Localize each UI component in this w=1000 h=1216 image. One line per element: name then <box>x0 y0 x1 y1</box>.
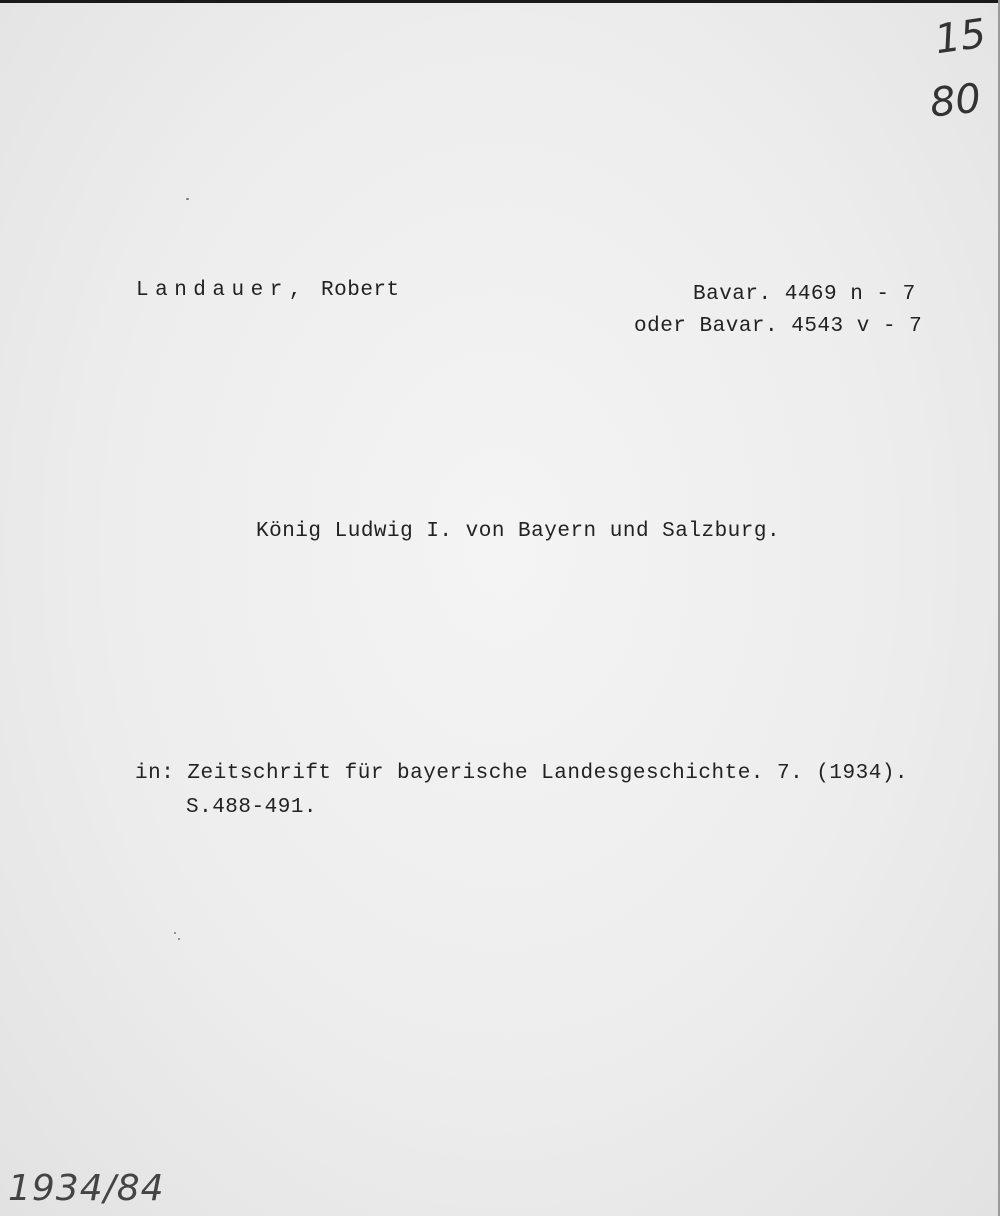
handwritten-number-mid: 80 <box>927 75 984 127</box>
paper-speck <box>186 198 189 200</box>
handwritten-number-top: 15 <box>932 10 989 64</box>
shelfmark-primary: Bavar. 4469 n - 7 <box>693 283 916 306</box>
author-name <box>136 279 400 302</box>
author-forename: Robert <box>307 279 400 302</box>
source-pages: S.488-491. <box>186 796 318 819</box>
work-title: König Ludwig I. von Bayern und Salzburg. <box>256 520 781 543</box>
author-surname: Landauer, <box>136 279 308 302</box>
card-top-edge <box>0 0 1000 3</box>
shelfmark-alternate: oder Bavar. 4543 v - 7 <box>634 315 923 338</box>
paper-speck <box>178 938 180 940</box>
source-citation: in: Zeitschrift für bayerische Landesgeschichte. 7. (1934). <box>135 762 909 785</box>
paper-speck <box>174 932 176 934</box>
handwritten-accession-number: 1934/84 <box>8 1168 165 1209</box>
